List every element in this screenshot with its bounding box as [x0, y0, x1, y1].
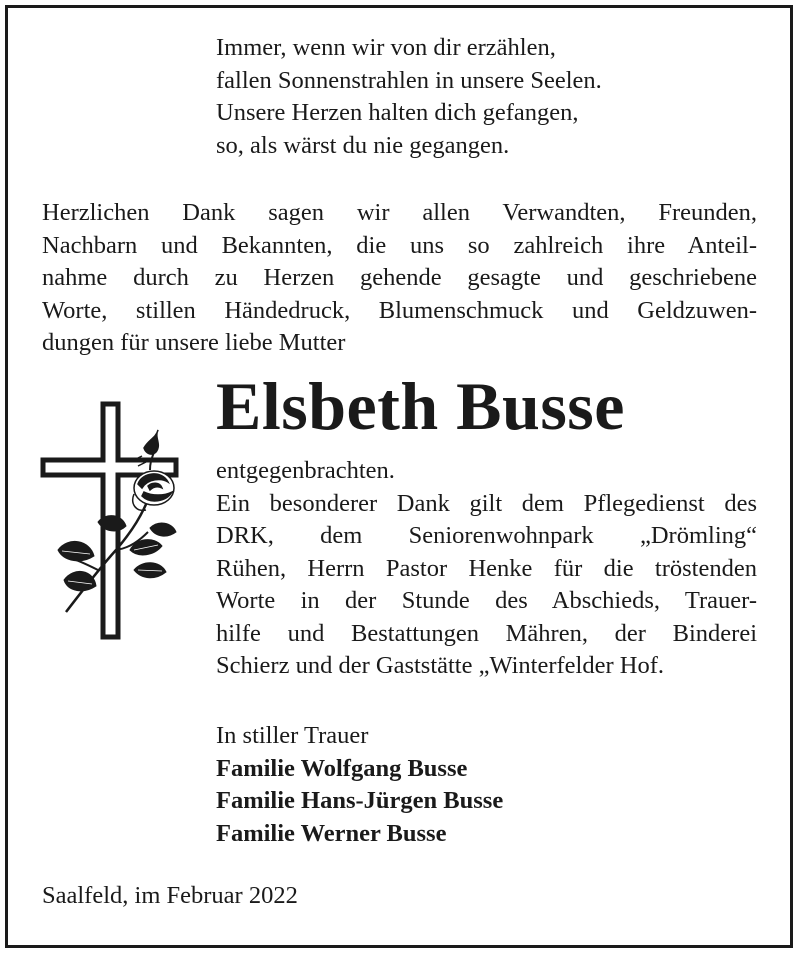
- body-line: Rühen, Herrn Pastor Henke für die tröstenden: [216, 554, 757, 582]
- body-line: Schierz und der Gaststätte „Winterfelder Hof.: [216, 652, 664, 679]
- thanks-line: dungen für unsere liebe Mutter: [42, 329, 346, 356]
- poem: [216, 32, 602, 162]
- thanks-line: Worte, stillen Händedruck, Blumenschmuck und Geldzuwen-: [42, 296, 757, 324]
- thanks-paragraph: [42, 197, 757, 360]
- deceased-name: Elsbeth Busse: [216, 368, 625, 444]
- poem-line: so, als wärst du nie gegangen.: [216, 131, 510, 159]
- signoff-intro: In stiller Trauer: [216, 722, 369, 749]
- poem-line: Unsere Herzen halten dich gefangen,: [216, 99, 579, 126]
- poem-line: Immer, wenn wir von dir erzählen,: [216, 34, 556, 61]
- family-name: Familie Wolfgang Busse: [216, 754, 468, 782]
- thanks-line: Herzlichen Dank sagen wir allen Verwandten, Freunden,: [42, 199, 757, 226]
- cross-with-rose-icon: [38, 400, 188, 644]
- body-line: DRK, dem Seniorenwohnpark „Drömling“: [216, 522, 757, 549]
- body-line: entgegenbrachten.: [216, 457, 395, 484]
- body-line: Worte in der Stunde des Abschieds, Trauer-: [216, 587, 757, 614]
- place-date: Saalfeld, im Februar 2022: [42, 882, 298, 909]
- thanks-line: nahme durch zu Herzen gehende gesagte und geschriebene: [42, 264, 757, 291]
- thanks-line: Nachbarn und Bekannten, die uns so zahlreich ihre Anteil-: [42, 231, 757, 259]
- thanks-continuation: [216, 455, 757, 683]
- body-line: hilfe und Bestattungen Mähren, der Binderei: [216, 619, 757, 647]
- signoff: [216, 720, 503, 850]
- poem-line: fallen Sonnenstrahlen in unsere Seelen.: [216, 66, 602, 94]
- family-name: Familie Hans-Jürgen Busse: [216, 787, 504, 814]
- family-name: Familie Werner Busse: [216, 819, 447, 847]
- body-line: Ein besonderer Dank gilt dem Pflegedienst des: [216, 489, 757, 517]
